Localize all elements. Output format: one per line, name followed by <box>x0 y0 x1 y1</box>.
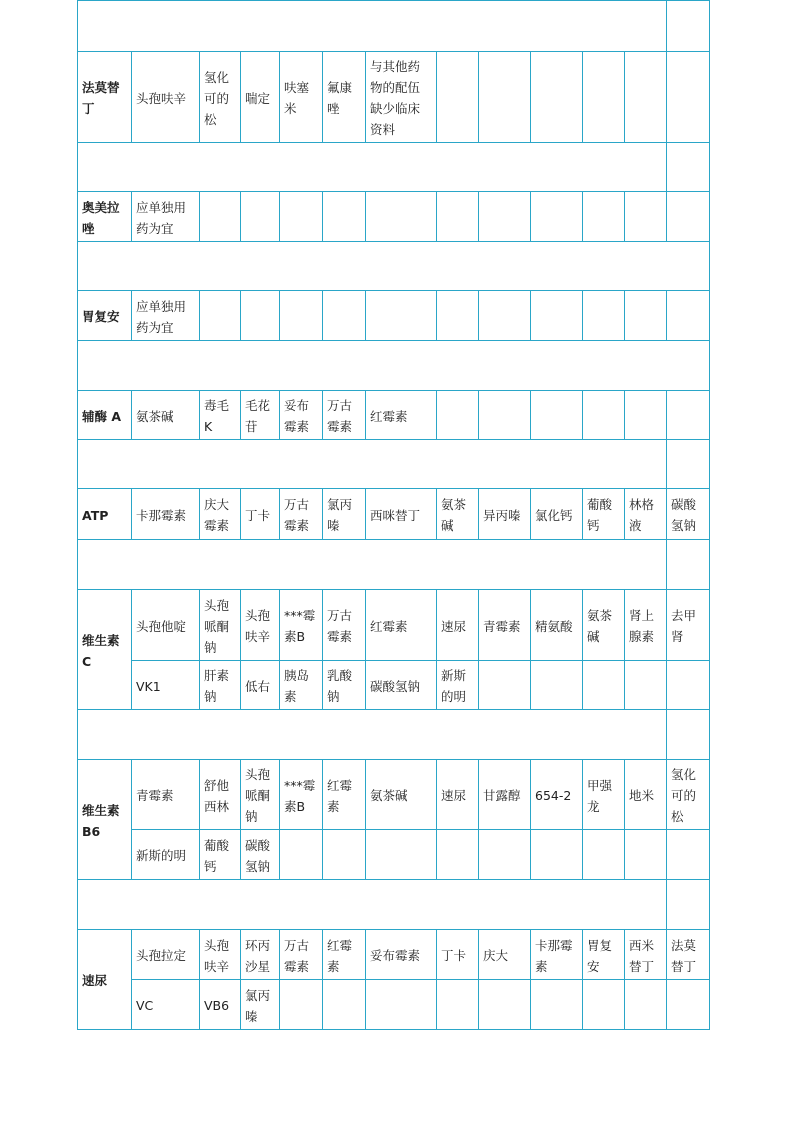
compatible-drug-cell: 丁卡 <box>241 489 280 540</box>
compatible-drug-cell <box>366 192 437 242</box>
separator-cell <box>78 143 667 192</box>
compatible-drug-cell <box>583 830 625 880</box>
compatible-drug-cell: 氨茶碱 <box>132 391 200 440</box>
compatible-drug-cell: 氨茶碱 <box>366 760 437 830</box>
separator-cell <box>78 341 710 391</box>
compatible-drug-cell <box>667 52 710 143</box>
compatible-drug-cell: 万古霉素 <box>323 391 366 440</box>
compatible-drug-cell <box>583 661 625 710</box>
compatible-drug-cell: 应单独用药为宜 <box>132 291 200 341</box>
compatible-drug-cell <box>437 830 479 880</box>
separator-cell <box>78 242 710 291</box>
compatible-drug-cell: 精氨酸 <box>531 590 583 661</box>
compatible-drug-cell: 头孢呋辛 <box>132 52 200 143</box>
compatible-drug-cell <box>437 291 479 341</box>
compatible-drug-cell: 速尿 <box>437 760 479 830</box>
compatible-drug-cell: 万古霉素 <box>280 489 323 540</box>
compatible-drug-cell: 妥布霉素 <box>280 391 323 440</box>
compatible-drug-cell <box>583 291 625 341</box>
compatible-drug-cell <box>667 192 710 242</box>
compatible-drug-cell <box>366 980 437 1030</box>
compatible-drug-cell <box>583 391 625 440</box>
compatible-drug-cell <box>625 192 667 242</box>
compatible-drug-cell: 西咪替丁 <box>366 489 437 540</box>
compatible-drug-cell: 万古霉素 <box>280 930 323 980</box>
separator-cell <box>78 540 667 590</box>
separator-row <box>78 1 710 52</box>
compatible-drug-cell <box>531 830 583 880</box>
empty-cell <box>667 143 710 192</box>
compatible-drug-cell: 碳酸氢钠 <box>667 489 710 540</box>
table-row <box>78 489 710 540</box>
compatible-drug-cell <box>625 830 667 880</box>
compatible-drug-cell: 异丙嗪 <box>479 489 531 540</box>
compatible-drug-cell: ***霉素B <box>280 590 323 661</box>
compatible-drug-cell <box>531 52 583 143</box>
compatible-drug-cell <box>323 192 366 242</box>
compatible-drug-cell <box>479 391 531 440</box>
drug-name-cell: 维生素B6 <box>78 760 132 880</box>
compatible-drug-cell: VB6 <box>200 980 241 1030</box>
compatible-drug-cell: 青霉素 <box>479 590 531 661</box>
compatible-drug-cell: 碳酸氢钠 <box>366 661 437 710</box>
compatible-drug-cell: 新斯的明 <box>132 830 200 880</box>
compatible-drug-cell: 庆大 <box>479 930 531 980</box>
compatible-drug-cell: 氟康唑 <box>323 52 366 143</box>
compatible-drug-cell <box>241 291 280 341</box>
compatible-drug-cell <box>479 291 531 341</box>
compatible-drug-cell <box>531 661 583 710</box>
compatible-drug-cell <box>625 52 667 143</box>
compatible-drug-cell: 头孢拉定 <box>132 930 200 980</box>
drug-name-cell: 速尿 <box>78 930 132 1030</box>
compatible-drug-cell <box>667 830 710 880</box>
compatible-drug-cell: 红霉素 <box>366 391 437 440</box>
compatible-drug-cell: 氯化钙 <box>531 489 583 540</box>
drug-name-cell: 奥美拉唑 <box>78 192 132 242</box>
table-body <box>78 1 710 1030</box>
compatible-drug-cell: 法莫替丁 <box>667 930 710 980</box>
compatible-drug-cell <box>200 291 241 341</box>
compatible-drug-cell: 毛花苷 <box>241 391 280 440</box>
empty-cell <box>667 880 710 930</box>
compatible-drug-cell: 卡那霉素 <box>132 489 200 540</box>
compatible-drug-cell: 西米替丁 <box>625 930 667 980</box>
empty-cell <box>667 710 710 760</box>
separator-row <box>78 242 710 291</box>
compatible-drug-cell: 喘定 <box>241 52 280 143</box>
compatible-drug-cell: 丁卡 <box>437 930 479 980</box>
separator-row <box>78 143 710 192</box>
compatible-drug-cell <box>667 391 710 440</box>
compatible-drug-cell: 碳酸氢钠 <box>241 830 280 880</box>
compatible-drug-cell <box>437 391 479 440</box>
compatible-drug-cell: 头孢哌酮钠 <box>200 590 241 661</box>
compatible-drug-cell: 氯丙嗪 <box>323 489 366 540</box>
table-row <box>78 760 710 830</box>
empty-cell <box>667 1 710 52</box>
drug-name-cell: 胃复安 <box>78 291 132 341</box>
drug-name-cell: 维生素C <box>78 590 132 710</box>
compatible-drug-cell: 舒他西林 <box>200 760 241 830</box>
compatible-drug-cell: 头孢哌酮钠 <box>241 760 280 830</box>
compatible-drug-cell: 应单独用药为宜 <box>132 192 200 242</box>
table-row <box>78 192 710 242</box>
compatible-drug-cell: 氯丙嗪 <box>241 980 280 1030</box>
compatible-drug-cell <box>479 980 531 1030</box>
table-row <box>78 661 710 710</box>
compatible-drug-cell: 新斯的明 <box>437 661 479 710</box>
compatible-drug-cell: 甲强龙 <box>583 760 625 830</box>
compatible-drug-cell: 红霉素 <box>323 760 366 830</box>
compatible-drug-cell <box>531 291 583 341</box>
compatible-drug-cell <box>583 192 625 242</box>
compatible-drug-cell: ***霉素B <box>280 760 323 830</box>
compatible-drug-cell <box>323 980 366 1030</box>
compatible-drug-cell <box>437 980 479 1030</box>
compatible-drug-cell: 氢化可的松 <box>200 52 241 143</box>
compatible-drug-cell: 庆大霉素 <box>200 489 241 540</box>
compatible-drug-cell <box>625 980 667 1030</box>
compatible-drug-cell <box>323 291 366 341</box>
compatible-drug-cell <box>479 830 531 880</box>
compatible-drug-cell: 与其他药物的配伍缺少临床资料 <box>366 52 437 143</box>
compatible-drug-cell: 速尿 <box>437 590 479 661</box>
compatible-drug-cell <box>531 980 583 1030</box>
compatible-drug-cell <box>667 980 710 1030</box>
separator-row <box>78 710 710 760</box>
compatible-drug-cell: 氨茶碱 <box>437 489 479 540</box>
compatible-drug-cell <box>280 830 323 880</box>
compatible-drug-cell <box>280 291 323 341</box>
separator-row <box>78 880 710 930</box>
compatible-drug-cell <box>280 192 323 242</box>
separator-row <box>78 540 710 590</box>
compatible-drug-cell: 氢化可的松 <box>667 760 710 830</box>
compatible-drug-cell <box>437 52 479 143</box>
compatibility-table <box>77 0 710 1030</box>
compatible-drug-cell <box>479 52 531 143</box>
compatible-drug-cell: 葡酸钙 <box>200 830 241 880</box>
compatible-drug-cell: 头孢他啶 <box>132 590 200 661</box>
compatible-drug-cell <box>366 830 437 880</box>
table-row <box>78 391 710 440</box>
compatible-drug-cell: 肾上腺素 <box>625 590 667 661</box>
compatible-drug-cell: 654-2 <box>531 760 583 830</box>
compatible-drug-cell <box>479 192 531 242</box>
table-row <box>78 291 710 341</box>
empty-cell <box>667 540 710 590</box>
compatible-drug-cell: 甘露醇 <box>479 760 531 830</box>
compatible-drug-cell <box>625 291 667 341</box>
compatible-drug-cell: 肝素钠 <box>200 661 241 710</box>
drug-name-cell: ATP <box>78 489 132 540</box>
compatible-drug-cell <box>200 192 241 242</box>
compatible-drug-cell: 头孢呋辛 <box>241 590 280 661</box>
separator-cell <box>78 440 667 489</box>
compatible-drug-cell: 青霉素 <box>132 760 200 830</box>
compatible-drug-cell: 红霉素 <box>366 590 437 661</box>
compatible-drug-cell <box>531 391 583 440</box>
compatible-drug-cell: 低右 <box>241 661 280 710</box>
separator-cell <box>78 880 667 930</box>
separator-cell <box>78 1 667 52</box>
compatible-drug-cell <box>280 980 323 1030</box>
compatible-drug-cell: 乳酸钠 <box>323 661 366 710</box>
compatible-drug-cell: VK1 <box>132 661 200 710</box>
compatible-drug-cell: VC <box>132 980 200 1030</box>
table-row <box>78 830 710 880</box>
compatible-drug-cell <box>583 980 625 1030</box>
compatible-drug-cell <box>625 661 667 710</box>
compatible-drug-cell: 卡那霉素 <box>531 930 583 980</box>
drug-name-cell: 辅酶 A <box>78 391 132 440</box>
compatible-drug-cell: 葡酸钙 <box>583 489 625 540</box>
compatible-drug-cell <box>241 192 280 242</box>
compatible-drug-cell: 胰岛素 <box>280 661 323 710</box>
compatible-drug-cell: 氨茶碱 <box>583 590 625 661</box>
compatible-drug-cell <box>437 192 479 242</box>
compatible-drug-cell: 妥布霉素 <box>366 930 437 980</box>
compatible-drug-cell: 地米 <box>625 760 667 830</box>
compatible-drug-cell <box>667 661 710 710</box>
empty-cell <box>667 440 710 489</box>
compatible-drug-cell: 万古霉素 <box>323 590 366 661</box>
separator-row <box>78 341 710 391</box>
compatible-drug-cell <box>625 391 667 440</box>
compatible-drug-cell: 胃复安 <box>583 930 625 980</box>
table-row <box>78 980 710 1030</box>
compatible-drug-cell: 红霉素 <box>323 930 366 980</box>
separator-cell <box>78 710 667 760</box>
compatible-drug-cell <box>323 830 366 880</box>
drug-name-cell: 法莫替丁 <box>78 52 132 143</box>
compatible-drug-cell: 环丙沙星 <box>241 930 280 980</box>
separator-row <box>78 440 710 489</box>
table-row <box>78 930 710 980</box>
compatible-drug-cell: 头孢呋辛 <box>200 930 241 980</box>
compatible-drug-cell <box>667 291 710 341</box>
table-row <box>78 52 710 143</box>
compatible-drug-cell: 去甲肾 <box>667 590 710 661</box>
table-row <box>78 590 710 661</box>
compatible-drug-cell <box>479 661 531 710</box>
compatible-drug-cell <box>583 52 625 143</box>
compatible-drug-cell <box>531 192 583 242</box>
compatible-drug-cell: 呋塞米 <box>280 52 323 143</box>
compatible-drug-cell: 林格液 <box>625 489 667 540</box>
compatible-drug-cell: 毒毛K <box>200 391 241 440</box>
compatible-drug-cell <box>366 291 437 341</box>
